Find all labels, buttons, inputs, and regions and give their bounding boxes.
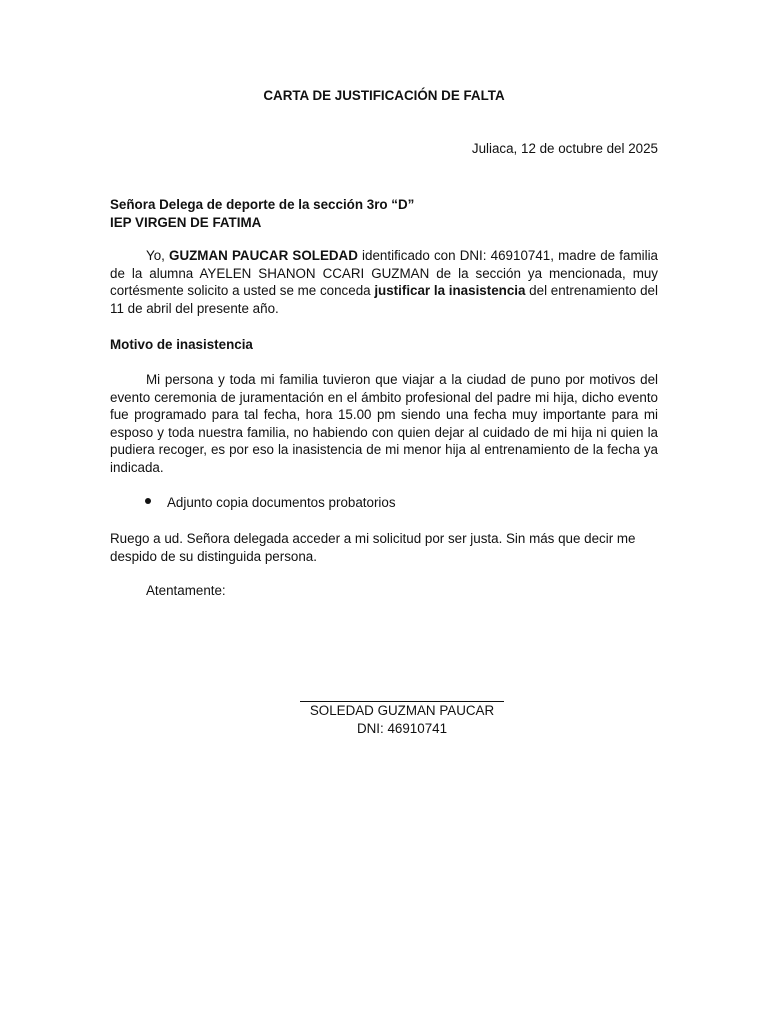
closing-salutation: Atentamente: — [146, 583, 226, 598]
bullet-icon — [145, 498, 151, 504]
signature-block — [300, 702, 504, 738]
attachment-bullet — [145, 495, 396, 510]
request-paragraph — [110, 247, 658, 317]
letter-title: CARTA DE JUSTIFICACIÓN DE FALTA — [263, 88, 505, 103]
request-text-part-2: identificado con DNI: 46910741, madre de familia de la alumna AYELEN SHANON CCARI GUZMAN de la sección ya mencionada, muy cortésmente solicito a usted se me conceda — [110, 248, 658, 298]
reason-text: Mi persona y toda mi familia tuvieron que viajar a la ciudad de puno por motivos del evento ceremonia de juramentación en el ámbito profesional del padre mi hija, dicho evento fue programado para tal fecha, hora 15.00 pm siendo una fecha muy importante para mi esposo y toda nuestra familia, no habiendo con quien dejar al cuidado de mi hija ni quien la pudiera recoger, es por eso la inasistencia de mi menor hija al entrenamiento de la fecha ya indicada. — [110, 372, 658, 475]
signature-name: SOLEDAD GUZMAN PAUCAR — [309, 703, 495, 718]
signature-dni: DNI: 46910741 — [356, 721, 448, 736]
attachment-text: Adjunto copia documentos probatorios — [167, 495, 396, 510]
request-text-part-1: Yo, — [146, 248, 170, 263]
addressee-line-1: Señora Delega de deporte de la sección 3ro “D” — [110, 197, 415, 212]
addressee-line-2: IEP VIRGEN DE FATIMA — [110, 214, 262, 230]
closing-paragraph: Ruego a ud. Señora delegada acceder a mi solicitud por ser justa. Sin más que decir me despido de su distinguida persona. — [110, 531, 636, 564]
request-emphasis: justificar la inasistencia — [374, 283, 526, 298]
date-line: Juliaca, 12 de octubre del 2025 — [471, 141, 658, 156]
addressee-block — [110, 196, 658, 231]
reason-paragraph — [110, 371, 658, 476]
requester-name: GUZMAN PAUCAR SOLEDAD — [169, 248, 358, 263]
request-text-part-3: del entrenamiento del 11 de abril del presente año. — [110, 283, 658, 316]
reason-heading: Motivo de inasistencia — [110, 337, 253, 352]
